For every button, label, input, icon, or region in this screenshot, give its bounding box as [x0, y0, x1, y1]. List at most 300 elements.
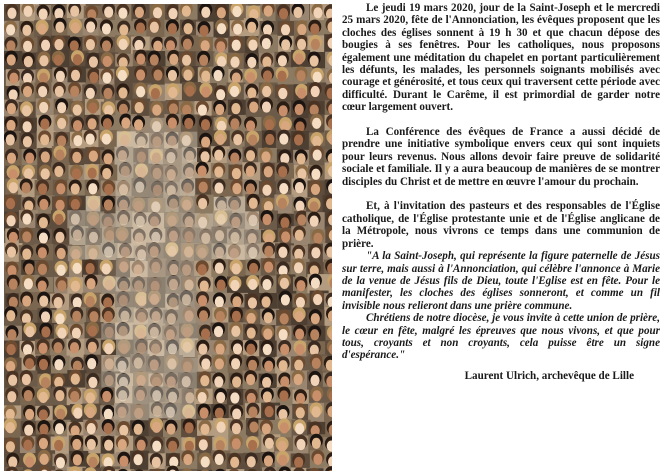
face [6, 134, 15, 145]
face [199, 407, 208, 418]
face [198, 105, 207, 116]
face [39, 438, 48, 449]
face [216, 89, 225, 100]
face [280, 217, 289, 228]
article-body [342, 2, 660, 382]
face [312, 136, 321, 147]
face [55, 390, 64, 401]
face [311, 277, 320, 288]
face [217, 280, 226, 291]
face [201, 40, 210, 51]
face [264, 166, 273, 177]
face [246, 166, 255, 177]
face [152, 457, 161, 468]
face [198, 264, 207, 275]
face [121, 117, 130, 128]
face [88, 342, 97, 353]
face [312, 390, 321, 401]
face [86, 21, 95, 32]
face [22, 121, 31, 132]
face [7, 54, 16, 65]
face [183, 70, 192, 81]
mosaic-highlight [115, 322, 134, 341]
face [119, 425, 128, 436]
face [70, 6, 79, 17]
face [41, 168, 50, 179]
face [54, 214, 63, 225]
face [55, 149, 64, 160]
face [24, 56, 33, 67]
face [198, 344, 207, 355]
face [55, 423, 64, 434]
face [39, 359, 48, 370]
face [102, 72, 111, 83]
face [199, 25, 208, 36]
face [53, 342, 62, 353]
face [136, 53, 145, 64]
face [295, 311, 304, 322]
face [119, 104, 128, 115]
face [103, 118, 112, 129]
face [102, 263, 111, 274]
face [198, 198, 207, 209]
face [249, 421, 258, 432]
face [313, 294, 322, 305]
face [23, 86, 32, 97]
face [213, 70, 222, 81]
face [6, 120, 15, 131]
face [217, 56, 226, 67]
face [168, 70, 177, 81]
face [23, 41, 32, 52]
face [55, 86, 64, 97]
face [71, 425, 80, 436]
face [119, 39, 128, 50]
face [86, 134, 95, 145]
face [168, 87, 177, 98]
face [311, 86, 320, 97]
paragraph-3: Et, à l'invitation des pasteurs et des responsables de l'Église catholique, de l'Église protestante unie et de l'Église anglicane de la Métropole, nous vivrons ce temps dans une communion de prière. [342, 200, 660, 250]
face [247, 456, 256, 467]
face [168, 8, 177, 19]
face [294, 457, 303, 468]
face [25, 456, 34, 467]
face [86, 39, 95, 50]
face [293, 7, 302, 18]
face [104, 311, 113, 322]
face [198, 166, 207, 177]
face [215, 263, 224, 274]
face [119, 456, 128, 467]
face [118, 70, 127, 81]
face [182, 6, 191, 17]
face [9, 182, 18, 193]
face [279, 183, 288, 194]
face [296, 70, 305, 81]
face [86, 88, 95, 99]
face [232, 168, 241, 179]
face [40, 134, 49, 145]
face [183, 39, 192, 50]
face [310, 216, 319, 227]
face [200, 424, 209, 435]
face [295, 53, 304, 64]
face [309, 201, 318, 212]
mosaic-highlight [132, 386, 151, 405]
face [216, 422, 225, 433]
face [217, 23, 226, 34]
face [22, 182, 31, 193]
face [248, 297, 257, 308]
face [312, 406, 321, 417]
face [86, 407, 95, 418]
face [23, 440, 32, 451]
face [296, 439, 305, 450]
face [249, 198, 258, 209]
face [246, 183, 255, 194]
face [7, 265, 16, 276]
face [262, 86, 271, 97]
face [9, 297, 18, 308]
face [56, 457, 65, 468]
face [311, 184, 320, 195]
face [136, 69, 145, 80]
face [294, 262, 303, 273]
face [313, 7, 322, 18]
face [295, 329, 304, 340]
mosaic-highlight [146, 290, 165, 309]
face [232, 263, 241, 274]
face [25, 326, 34, 337]
face [41, 40, 50, 51]
face [232, 296, 241, 307]
face [8, 457, 17, 468]
face [295, 104, 304, 115]
face [136, 22, 145, 33]
face [200, 281, 209, 292]
face [232, 408, 241, 419]
face [297, 214, 306, 225]
face [310, 375, 319, 386]
face [7, 391, 16, 402]
face [262, 279, 271, 290]
face [265, 119, 274, 130]
face [38, 183, 47, 194]
face [152, 104, 161, 115]
face [310, 55, 319, 66]
face [201, 358, 210, 369]
face [39, 73, 48, 84]
face [230, 152, 239, 163]
face [102, 168, 111, 179]
face [22, 213, 31, 224]
face [295, 344, 304, 355]
face [262, 377, 271, 388]
face [39, 9, 48, 20]
face [9, 89, 18, 100]
face [230, 280, 239, 291]
face [6, 24, 15, 35]
face [7, 246, 16, 257]
face [39, 296, 48, 307]
face [89, 72, 98, 83]
face [247, 313, 256, 324]
face [281, 39, 290, 50]
face [22, 295, 31, 306]
face [7, 329, 16, 340]
face [200, 375, 209, 386]
face [248, 134, 257, 145]
face [134, 119, 143, 130]
face [201, 7, 210, 18]
face [103, 297, 112, 308]
face [185, 422, 194, 433]
face [119, 24, 128, 35]
face [232, 438, 241, 449]
face [7, 215, 16, 226]
face [73, 135, 82, 146]
face [39, 217, 48, 228]
face [137, 440, 146, 451]
face [296, 407, 305, 418]
face [168, 441, 177, 452]
face [103, 153, 112, 164]
face [230, 457, 239, 468]
face [280, 376, 289, 387]
face [247, 88, 256, 99]
face [312, 358, 321, 369]
face [264, 361, 273, 372]
face [37, 24, 46, 35]
face [22, 105, 31, 116]
face [54, 166, 63, 177]
face [216, 440, 225, 451]
face [54, 359, 63, 370]
face [249, 263, 258, 274]
face [263, 70, 272, 81]
face [232, 423, 241, 434]
face [247, 57, 256, 68]
face [216, 134, 225, 145]
face [279, 390, 288, 401]
face [265, 406, 274, 417]
face [169, 54, 178, 65]
face [24, 278, 33, 289]
face [6, 422, 15, 433]
face [22, 231, 31, 242]
face [87, 439, 96, 450]
face [230, 57, 239, 68]
face [248, 40, 257, 51]
mosaic-highlight [114, 403, 133, 422]
face [278, 198, 287, 209]
face [55, 22, 64, 33]
face [231, 326, 240, 337]
face [153, 41, 162, 52]
face [38, 86, 47, 97]
face [311, 247, 320, 258]
face [87, 358, 96, 369]
face [278, 247, 287, 258]
face [38, 264, 47, 275]
face [278, 55, 287, 66]
face [56, 265, 65, 276]
face [72, 152, 81, 163]
face [24, 168, 33, 179]
face [40, 118, 49, 129]
face [233, 343, 242, 354]
face [118, 439, 127, 450]
face [153, 7, 162, 18]
face [280, 313, 289, 324]
face [232, 183, 241, 194]
face [248, 407, 257, 418]
face [72, 263, 81, 274]
face [39, 392, 48, 403]
face [57, 328, 66, 339]
face [311, 39, 320, 50]
mosaic-highlight [115, 387, 134, 406]
face [23, 6, 32, 17]
face [25, 358, 34, 369]
face [70, 86, 79, 97]
face [88, 183, 97, 194]
face [41, 311, 50, 322]
face [184, 23, 193, 34]
face [56, 71, 65, 82]
face [281, 294, 290, 305]
face [169, 103, 178, 114]
face [183, 454, 192, 465]
face [261, 296, 270, 307]
quote-paragraph-2: Chrétiens de notre diocèse, je vous invite à cette union de prière, le cœur en fête, malgré les épreuves que nous vivons, et que pour tous, croyants et non croyants, cela puisse être un signe d'espérance." [342, 312, 660, 362]
face [54, 39, 63, 50]
face [57, 280, 66, 291]
face [296, 393, 305, 404]
face [6, 40, 15, 51]
face [166, 423, 175, 434]
face [54, 440, 63, 451]
face [71, 199, 80, 210]
face [70, 342, 79, 353]
face [264, 455, 273, 466]
face [39, 409, 48, 420]
mosaic-highlight [194, 244, 213, 263]
face [102, 133, 111, 144]
face [262, 214, 271, 225]
face [265, 438, 274, 449]
face [311, 313, 320, 324]
face [39, 424, 48, 435]
face [264, 246, 273, 257]
face [168, 118, 177, 129]
face [280, 344, 289, 355]
face [214, 150, 223, 161]
face [89, 151, 98, 162]
face [217, 7, 226, 18]
face [248, 440, 257, 451]
face [39, 102, 48, 113]
face [295, 230, 304, 241]
face [118, 87, 127, 98]
mosaic-highlight [132, 178, 151, 197]
face [39, 232, 48, 243]
face [277, 71, 286, 82]
face [6, 361, 15, 372]
face [71, 374, 80, 385]
face [102, 23, 111, 34]
face [38, 247, 47, 258]
paragraph-2: La Conférence des évêques de France a aussi décidé de prendre une initiative symbolique envers ceux qui sont inquiets pour leurs revenus. Nous allons devoir faire preuve de solidarité sociale et familiale. Il y a aura beaucoup de manières de se montrer disciples du Christ et de mettre en œuvre l'amour du prochain. [342, 126, 660, 188]
face [39, 55, 48, 66]
face [278, 88, 287, 99]
face [198, 295, 207, 306]
face [310, 24, 319, 35]
face [23, 136, 32, 147]
face [55, 313, 64, 324]
face [118, 8, 127, 19]
face [73, 54, 82, 65]
face [201, 328, 210, 339]
face [86, 296, 95, 307]
face [25, 409, 34, 420]
face [216, 311, 225, 322]
face [296, 153, 305, 164]
face [103, 56, 112, 67]
face [214, 326, 223, 337]
face [87, 118, 96, 129]
face [262, 38, 271, 49]
face [312, 118, 321, 129]
face [104, 184, 113, 195]
face [232, 72, 241, 83]
face [246, 72, 255, 83]
face [89, 56, 98, 67]
face [313, 72, 322, 83]
face [135, 7, 144, 18]
face [264, 5, 273, 16]
face-mosaic [4, 4, 332, 471]
face [88, 457, 97, 468]
face [102, 40, 111, 51]
face [86, 392, 95, 403]
face [201, 71, 210, 82]
face [136, 86, 145, 97]
face [86, 278, 95, 289]
face [232, 376, 241, 387]
face [152, 422, 161, 433]
face [88, 168, 97, 179]
face [201, 456, 210, 467]
face [281, 24, 290, 35]
face [22, 374, 31, 385]
face [72, 311, 81, 322]
face [313, 233, 322, 244]
face [230, 392, 239, 403]
face [201, 119, 210, 130]
face [41, 326, 50, 337]
face [214, 166, 223, 177]
face [262, 101, 271, 112]
face [72, 328, 81, 339]
face [263, 344, 272, 355]
face [104, 440, 113, 451]
face [312, 438, 321, 449]
face [184, 118, 193, 129]
face [215, 408, 224, 419]
face [297, 168, 306, 179]
face [279, 105, 288, 116]
